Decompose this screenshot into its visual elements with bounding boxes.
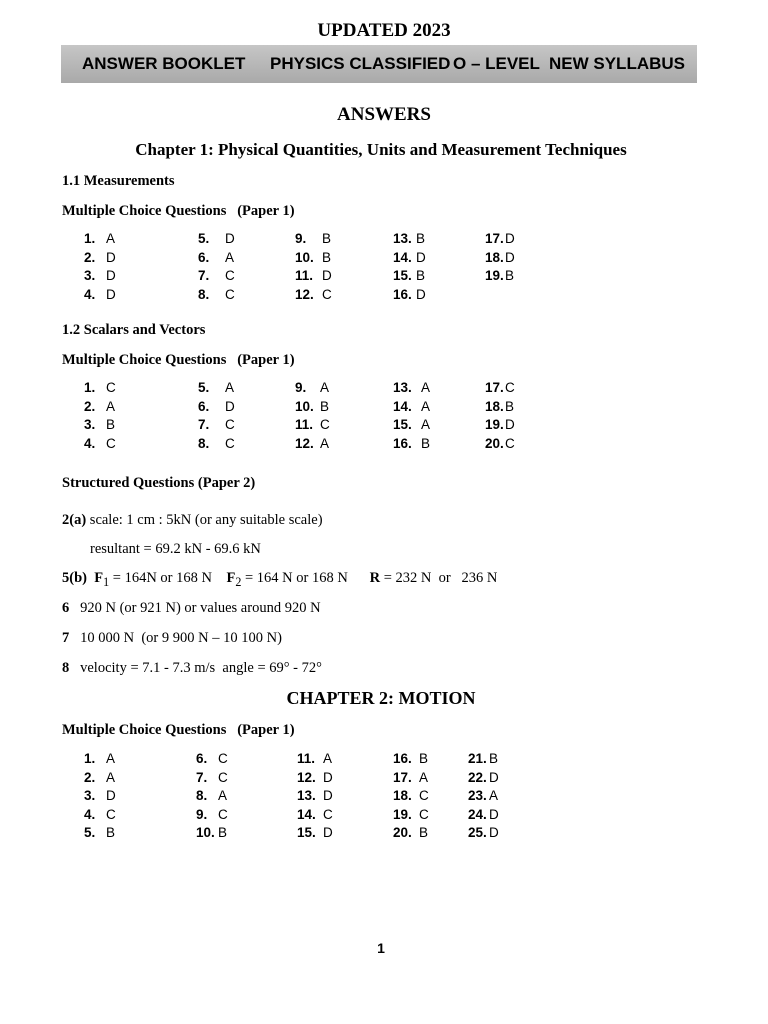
answer-7-text: 10 000 N (or 9 900 N – 10 100 N) (80, 630, 282, 646)
question-number: 21. (468, 751, 487, 766)
answer-column (84, 379, 116, 453)
answer-letter: C (322, 286, 332, 302)
question-number: 5. (84, 825, 96, 840)
answer-item (84, 769, 116, 788)
answer-item (196, 824, 228, 843)
question-number: 2. (84, 249, 96, 265)
answer-item (393, 416, 430, 435)
question-number: 13. (297, 788, 316, 803)
chapter2-title: CHAPTER 2: MOTION (286, 688, 476, 708)
question-number: 10. (196, 825, 215, 840)
chapter2-answer-grid (0, 750, 768, 848)
answer-item (297, 750, 333, 769)
answer-column (196, 750, 228, 843)
question-number: 17. (485, 380, 504, 395)
question-number: 4. (84, 435, 96, 451)
question-number: 18. (393, 788, 412, 803)
chapter2-mcq-heading: Multiple Choice Questions (Paper 1) (62, 722, 295, 738)
answer-item (198, 286, 235, 305)
answer-item (468, 806, 499, 825)
answer-letter: C (419, 806, 429, 822)
answer-item (84, 267, 116, 286)
answer-letter: B (505, 268, 515, 283)
answer-2a (62, 512, 323, 529)
answer-item (393, 249, 426, 268)
answer-item (468, 750, 499, 769)
answer-item (84, 824, 116, 843)
answer-letter: C (106, 380, 116, 395)
question-number: 19. (485, 417, 504, 432)
answer-8 (62, 660, 322, 677)
answer-letter: A (106, 398, 116, 414)
answer-letter: A (320, 435, 330, 451)
question-number: 3. (84, 788, 96, 803)
question-number: 10. (295, 398, 314, 414)
answer-letter: C (320, 417, 330, 432)
question-number: 2. (84, 398, 96, 414)
question-number: 24. (468, 806, 487, 822)
question-number: 6. (196, 751, 208, 766)
answer-item (295, 379, 330, 398)
answer-letter: C (218, 751, 228, 766)
question-number: 19. (485, 268, 504, 283)
answer-letter: C (323, 806, 333, 822)
answer-letter: B (421, 435, 431, 451)
answer-2a-resultant: resultant = 69.2 kN - 69.6 kN (90, 541, 261, 557)
answer-letter: C (218, 769, 228, 785)
question-number: 14. (393, 398, 412, 414)
answer-2a-text: scale: 1 cm : 5kN (or any suitable scale) (86, 512, 323, 528)
answer-8-text: velocity = 7.1 - 7.3 m/s angle = 69° - 72° (80, 660, 322, 676)
answer-column (393, 750, 429, 843)
answer-item (393, 824, 429, 843)
answer-item (393, 379, 430, 398)
question-number: 1. (84, 231, 96, 246)
question-number: 12. (295, 286, 314, 302)
answer-6 (62, 600, 321, 617)
answer-item (393, 769, 429, 788)
answer-letter: A (323, 751, 333, 766)
question-number: 11. (295, 417, 314, 432)
answer-item (295, 249, 332, 268)
answer-5b (62, 570, 497, 590)
question-number: 5. (198, 380, 210, 395)
answer-letter: B (322, 249, 332, 265)
answer-letter: C (225, 417, 235, 432)
answer-letter: D (106, 268, 116, 283)
section-1-2-heading: 1.2 Scalars and Vectors (62, 322, 206, 338)
answer-item (84, 435, 116, 454)
answer-letter: C (419, 788, 429, 803)
answer-letter: B (320, 398, 330, 414)
answer-letter: C (225, 268, 235, 283)
question-number: 18. (485, 249, 504, 265)
question-number: 20. (485, 435, 504, 451)
question-number: 11. (297, 751, 316, 766)
answer-letter: C (505, 435, 515, 451)
question-number: 23. (468, 788, 487, 803)
answer-letter: D (106, 788, 116, 803)
question-number: 15. (393, 417, 412, 432)
answer-5b-label: 5(b) (62, 570, 87, 586)
question-number: 18. (485, 398, 504, 414)
question-number: 2. (84, 769, 96, 785)
answer-item (198, 416, 235, 435)
answer-letter: C (106, 806, 116, 822)
question-number: 16. (393, 286, 412, 302)
answer-letter: A (106, 231, 116, 246)
answer-item (485, 398, 515, 417)
force-f2-symbol: F (226, 570, 236, 586)
section-1-2-mcq-heading: Multiple Choice Questions (Paper 1) (62, 352, 295, 368)
answer-item (297, 806, 333, 825)
answer-item (297, 769, 333, 788)
answer-item (393, 435, 430, 454)
question-number: 4. (84, 286, 96, 302)
question-number: 14. (393, 249, 412, 265)
question-number: 8. (198, 286, 210, 302)
question-number: 16. (393, 435, 412, 451)
answer-item (198, 249, 235, 268)
answer-item (84, 750, 116, 769)
answer-item (295, 286, 332, 305)
answer-item (196, 750, 228, 769)
answer-item (295, 230, 332, 249)
section-1-1-mcq-heading: Multiple Choice Questions (Paper 1) (62, 203, 295, 219)
resultant-r-symbol: R (369, 570, 381, 586)
question-number: 3. (84, 417, 96, 432)
chapter1-title: Chapter 1: Physical Quantities, Units and Measurement Techniques (135, 140, 627, 159)
answer-column (393, 230, 426, 304)
answer-column (297, 750, 333, 843)
answer-letter: D (416, 249, 426, 265)
answer-letter: D (322, 268, 332, 283)
answer-2a-label: 2(a) (62, 512, 87, 528)
question-number: 8. (198, 435, 210, 451)
answer-letter: B (505, 398, 515, 414)
answer-item (84, 398, 116, 417)
answer-column (393, 379, 430, 453)
answer-column (295, 379, 330, 453)
answer-letter: D (106, 286, 116, 302)
structured-heading: Structured Questions (Paper 2) (62, 475, 256, 491)
banner-o-level: O – LEVEL (453, 54, 540, 73)
question-number: 8. (196, 788, 208, 803)
answer-item (297, 787, 333, 806)
question-number: 10. (295, 249, 314, 265)
updated-title: UPDATED 2023 (317, 20, 451, 41)
answer-6-label: 6 (62, 600, 70, 616)
answer-letter: B (106, 417, 116, 432)
question-number: 16. (393, 751, 412, 766)
answer-letter: B (419, 751, 429, 766)
answer-item (196, 769, 228, 788)
question-number: 1. (84, 751, 96, 766)
answer-item (393, 787, 429, 806)
answer-item (295, 267, 332, 286)
answer-letter: D (489, 825, 499, 840)
question-number: 11. (295, 268, 314, 283)
answer-column (295, 230, 332, 304)
section-1-2-answer-grid (0, 379, 768, 459)
answer-item (198, 230, 235, 249)
question-number: 9. (196, 806, 208, 822)
banner-physics-classified: PHYSICS CLASSIFIED (270, 54, 451, 73)
answer-letter: C (218, 806, 228, 822)
answer-column (198, 379, 235, 453)
answer-item (468, 787, 499, 806)
answer-letter: D (323, 788, 333, 803)
answer-column (485, 379, 515, 453)
force-f1-subscript: 1 (103, 574, 110, 589)
answer-column (485, 230, 515, 286)
answer-item (84, 416, 116, 435)
answer-item (393, 230, 426, 249)
answer-item (295, 398, 330, 417)
answer-letter: B (489, 751, 499, 766)
question-number: 19. (393, 806, 412, 822)
answer-item (485, 379, 515, 398)
answer-letter: D (505, 249, 515, 265)
question-number: 6. (198, 398, 210, 414)
banner-new-syllabus: NEW SYLLABUS (549, 54, 685, 73)
answer-letter: D (225, 398, 235, 414)
answer-letter: D (323, 769, 333, 785)
answer-letter: D (416, 286, 426, 302)
answer-letter: D (505, 417, 515, 432)
answer-item (393, 286, 426, 305)
answer-item (393, 398, 430, 417)
question-number: 12. (297, 769, 316, 785)
answer-letter: B (416, 231, 426, 246)
answer-item (198, 267, 235, 286)
page-number: 1 (377, 940, 385, 956)
answer-letter: D (489, 769, 499, 785)
section-1-1-heading: 1.1 Measurements (62, 173, 175, 189)
answer-letter: B (106, 825, 116, 840)
answer-item (485, 249, 515, 268)
answer-8-label: 8 (62, 660, 70, 676)
question-number: 7. (198, 268, 210, 283)
answer-letter: A (225, 380, 235, 395)
answer-letter: D (225, 231, 235, 246)
answer-item (196, 806, 228, 825)
answer-column (468, 750, 499, 843)
question-number: 4. (84, 806, 96, 822)
force-f1-symbol: F (94, 570, 104, 586)
answer-letter: C (106, 435, 116, 451)
answer-letter: B (419, 825, 429, 840)
answer-item (84, 379, 116, 398)
answer-item (297, 824, 333, 843)
answer-item (393, 806, 429, 825)
answer-letter: D (489, 806, 499, 822)
answer-item (84, 249, 116, 268)
answers-title: ANSWERS (337, 104, 431, 125)
question-number: 1. (84, 380, 96, 395)
question-number: 17. (485, 231, 504, 246)
answer-item (485, 416, 515, 435)
question-number: 6. (198, 249, 210, 265)
answer-letter: B (322, 231, 332, 246)
question-number: 14. (297, 806, 316, 822)
answer-letter: C (505, 380, 515, 395)
answer-letter: A (421, 380, 431, 395)
answer-letter: A (218, 788, 228, 803)
question-number: 9. (295, 380, 307, 395)
answer-letter: D (323, 825, 333, 840)
answer-7-label: 7 (62, 630, 70, 646)
answer-letter: C (225, 286, 235, 302)
question-number: 5. (198, 231, 210, 246)
question-number: 13. (393, 231, 412, 246)
question-number: 17. (393, 769, 412, 785)
answer-letter: A (225, 249, 235, 265)
question-number: 15. (297, 825, 316, 840)
answer-item (393, 267, 426, 286)
answer-letter: D (106, 249, 116, 265)
answer-item (198, 435, 235, 454)
answer-item (393, 750, 429, 769)
question-number: 12. (295, 435, 314, 451)
question-number: 20. (393, 825, 412, 840)
answer-item (295, 416, 330, 435)
question-number: 25. (468, 825, 487, 840)
answer-letter: D (505, 231, 515, 246)
answer-item (84, 286, 116, 305)
answer-letter: C (225, 435, 235, 451)
answer-item (198, 398, 235, 417)
question-number: 7. (196, 769, 208, 785)
answer-item (84, 806, 116, 825)
answer-item (84, 787, 116, 806)
answer-letter: B (416, 268, 426, 283)
answer-column (84, 750, 116, 843)
answer-letter: B (218, 825, 228, 840)
answer-letter: A (421, 398, 431, 414)
answer-item (196, 787, 228, 806)
answer-letter: A (489, 788, 499, 803)
answer-letter: A (106, 769, 116, 785)
answer-column (84, 230, 116, 304)
answer-letter: A (106, 751, 116, 766)
question-number: 3. (84, 268, 96, 283)
question-number: 13. (393, 380, 412, 395)
answer-letter: A (320, 380, 330, 395)
answer-6-text: 920 N (or 921 N) or values around 920 N (80, 600, 321, 616)
answer-letter: A (421, 417, 431, 432)
question-number: 9. (295, 231, 307, 246)
answer-item (84, 230, 116, 249)
answer-column (198, 230, 235, 304)
banner-answer-booklet: ANSWER BOOKLET (82, 54, 246, 73)
answer-item (485, 230, 515, 249)
force-f1-value: = 164N or 168 N (109, 570, 212, 586)
section-1-1-answer-grid (0, 230, 768, 310)
resultant-r-value: = 232 N or 236 N (380, 570, 498, 586)
answer-item (198, 379, 235, 398)
force-f2-subscript: 2 (235, 574, 242, 589)
answer-item (485, 267, 515, 286)
answer-item (485, 435, 515, 454)
answer-letter: A (419, 769, 429, 785)
answer-7 (62, 630, 282, 647)
force-f2-value: = 164 N or 168 N (241, 570, 348, 586)
question-number: 7. (198, 417, 210, 432)
question-number: 22. (468, 769, 487, 785)
question-number: 15. (393, 268, 412, 283)
answer-item (468, 824, 499, 843)
answer-item (295, 435, 330, 454)
answer-item (468, 769, 499, 788)
header-banner (61, 45, 697, 83)
